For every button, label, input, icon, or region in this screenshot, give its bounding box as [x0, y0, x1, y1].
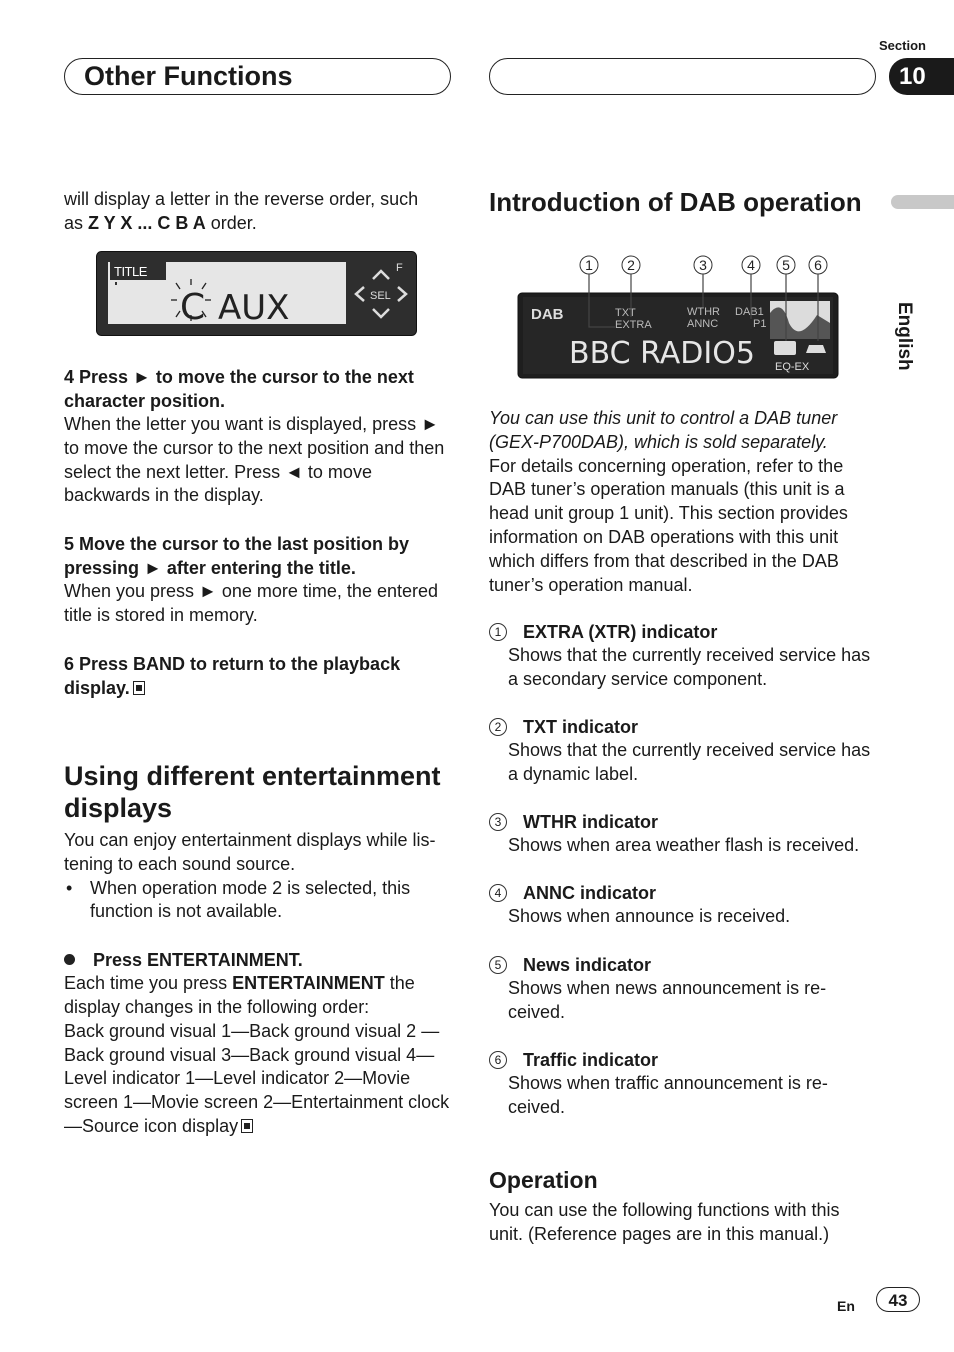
news-indicator-icon [774, 341, 796, 355]
txt-label: TXT [615, 307, 636, 319]
filled-circle-icon [64, 954, 75, 965]
callout-3: 3 [699, 257, 707, 273]
dab-intro [489, 407, 875, 597]
display-f-label: F [396, 262, 403, 274]
dab-heading: Introduction of DAB operation [489, 187, 862, 217]
indicator-item-title: 3 WTHR indicator [489, 810, 889, 834]
step-4-heading: 4 Press ► to move the cursor to the next character position. [64, 367, 414, 411]
footer-language: En [837, 1298, 855, 1314]
indicator-item-title: 1 EXTRA (XTR) indicator [489, 620, 875, 644]
callout-4: 4 [747, 257, 755, 273]
entertainment-heading: Using different entertainment displays [64, 761, 441, 823]
indicator-item-3 [489, 810, 889, 858]
indicator-item-2 [489, 715, 875, 787]
dab-intro-body: For details concerning operation, refer to the DAB tuner’s operation manuals (this unit is a head unit group 1 unit). This section provides information on DAB operations with this unit which differs from that described in the DAB tuner’s operation manual. [489, 455, 848, 595]
entertainment-body: You can enjoy entertainment displays while lis-tening to each sound source. [64, 830, 436, 874]
end-mark-icon [133, 681, 145, 695]
entertainment-section [64, 760, 456, 1139]
indicator-item-title: 4 ANNC indicator [489, 881, 875, 905]
station-name: BBC RADIO5 [569, 336, 755, 371]
callout-5: 5 [782, 257, 790, 273]
intro-line-2: as Z Y X ... C B A order. [64, 212, 257, 233]
header-right-frame [489, 58, 876, 95]
indicator-item-body: Shows that the currently received service has a secondary service component. [508, 645, 871, 689]
dab-display-illustration [517, 253, 841, 380]
indicator-item-body: Shows that the currently received service has a dynamic label. [508, 740, 871, 784]
indicator-item-1 [489, 620, 875, 692]
bullet-item [64, 877, 456, 925]
page-number: 43 [876, 1287, 920, 1312]
dab-intro-italic: You can use this unit to control a DAB tuner (GEX-P700DAB), which is sold separately. [489, 408, 838, 452]
press-entertainment-heading: Press ENTERTAINMENT. [64, 948, 456, 972]
title-input-display-illustration [96, 251, 418, 337]
callout-1: 1 [585, 257, 593, 273]
annc-label: ANNC [687, 318, 719, 330]
indicator-item-4 [489, 881, 875, 929]
callout-6: 6 [814, 257, 822, 273]
traffic-indicator-icon [806, 345, 826, 353]
dab-label: DAB [531, 306, 564, 323]
indicator-item-title: 2 TXT indicator [489, 715, 875, 739]
display-source-text: AUX [218, 288, 290, 328]
display-order-text: Back ground visual 1—Back ground visual 2 —Back ground visual 3—Back ground visual 4—Level indicator 1—Level indicator 2—Movie screen 1—Movie screen 2—Entertainment clock—Source icon display [64, 1020, 450, 1136]
language-tab [891, 195, 954, 209]
left-steps [64, 365, 456, 700]
step-4-body: When the letter you want is displayed, press ► to move the cursor to the next position and then select the next letter. Press ◄ to move backwards in the display. [64, 414, 445, 506]
bullet-dot: • [66, 877, 73, 898]
indicator-item-body: Shows when area weather flash is received. [508, 835, 860, 855]
indicator-item-6 [489, 1048, 849, 1120]
dab1-label: DAB1 [735, 306, 764, 318]
operation-heading: Operation [489, 1167, 598, 1193]
step-6-heading: 6 Press BAND to return to the playback display. [64, 653, 401, 698]
section-label: Section [879, 38, 926, 53]
indicator-item-title: 5 News indicator [489, 953, 849, 977]
end-mark-icon [241, 1119, 253, 1133]
indicator-item-5 [489, 953, 849, 1025]
intro-line-1: will display a letter in the reverse order, such [64, 189, 419, 209]
step-5-body: When you press ► one more time, the entered title is stored in memory. [64, 581, 439, 625]
sel-label: SEL [370, 290, 391, 302]
operation-body: You can use the following functions with this unit. (Reference pages are in this manual.) [489, 1200, 840, 1244]
display-title-label: TITLE [114, 264, 147, 279]
step-5-heading: 5 Move the cursor to the last position by pressing ► after entering the title. [64, 534, 410, 578]
language-label: English [894, 302, 915, 371]
extra-label: EXTRA [615, 319, 652, 331]
indicator-item-body: Shows when traffic announcement is re-ceived. [508, 1073, 828, 1117]
press-entertainment-body: Each time you press ENTERTAINMENT the display changes in the following order: [64, 973, 415, 1017]
right-heading-wrap [489, 186, 889, 218]
indicator-item-title: 6 Traffic indicator [489, 1048, 849, 1072]
p1-label: P1 [753, 318, 767, 330]
display-selected-char: C [180, 287, 206, 328]
eq-ex-label: EQ-EX [775, 361, 810, 373]
bullet-text: When operation mode 2 is selected, this function is not available. [90, 877, 411, 922]
page-section-title: Other Functions [84, 61, 293, 91]
indicator-item-body: Shows when announce is received. [508, 906, 791, 926]
indicator-item-body: Shows when news announcement is re-ceived. [508, 978, 827, 1022]
callout-2: 2 [627, 257, 635, 273]
operation-section [489, 1166, 875, 1247]
section-number-badge: 10 [889, 58, 954, 95]
wthr-label: WTHR [687, 306, 720, 318]
left-column [64, 188, 456, 236]
